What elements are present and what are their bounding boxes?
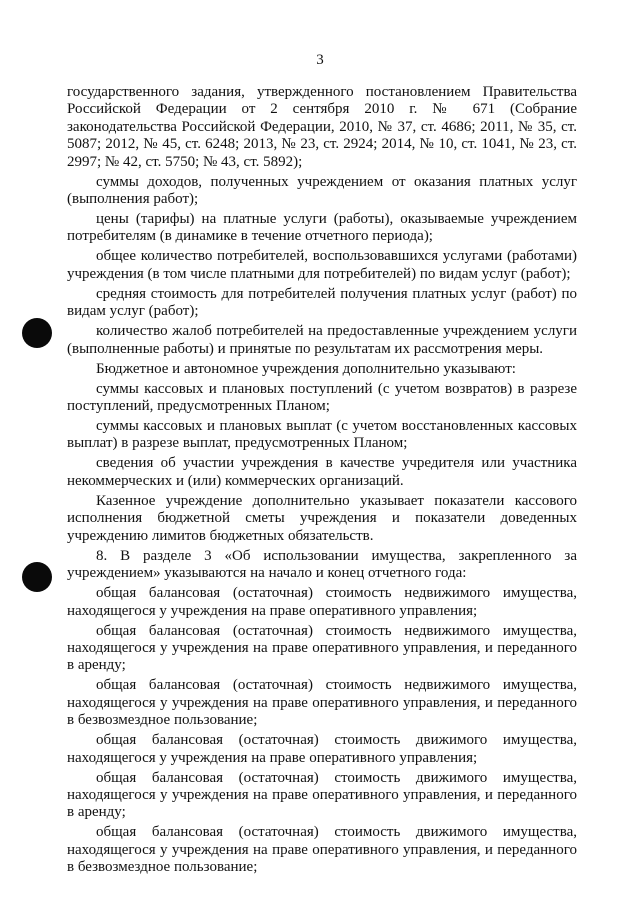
page-number: 3 (316, 52, 324, 68)
paragraph: общая балансовая (остаточная) стоимость движимого имущества, находящегося у учреждения на праве оперативного управления, и переданного в аренду; (67, 769, 577, 821)
paragraph: сведения об участии учреждения в качестве учредителя или участника некоммерческих и (или) коммерческих организаций. (67, 455, 577, 489)
paragraph: цены (тарифы) на платные услуги (работы), оказываемые учреждением потребителям (в динамике в течение отчетного периода); (67, 211, 577, 245)
paragraph: общая балансовая (остаточная) стоимость движимого имущества, находящегося у учреждения на праве оперативного управления; (67, 732, 577, 766)
paragraph: Бюджетное и автономное учреждения дополнительно указывают: (96, 360, 516, 377)
document-body (67, 84, 577, 879)
paragraph: средняя стоимость для потребителей получения платных услуг (работ) по видам услуг (работ); (67, 285, 577, 320)
paragraph: общая балансовая (остаточная) стоимость недвижимого имущества, находящегося у учреждения на праве оперативного управления, и переданного в аренду; (67, 622, 577, 674)
paragraph: суммы кассовых и плановых поступлений (с учетом возвратов) в разрезе поступлений, предусмотренных Планом; (67, 380, 577, 415)
paragraph: количество жалоб потребителей на предоставленные учреждением услуги (выполненные работы) и принятые по результатам их рассмотрения меры. (67, 323, 577, 357)
paragraph: государственного задания, утвержденного постановлением Правительства Российской Федерации от 2 сентября 2010 г. № 671 (Собрание законодательства Российской Федерации, 2010, № 37, ст. 4686; 2011, № 35, ст. 5087; 2012, № 45, ст. 6248; 2013, № 23, ст. 2924; 2014, № 10, ст. 1041, № 23, ст. 2997; № 42, ст. 5750; № 43, ст. 5892); (67, 84, 577, 170)
paragraph: Казенное учреждение дополнительно указывает показатели кассового исполнения бюджетной сметы учреждения и показатели доведенных учреждению лимитов бюджетных обязательств. (67, 492, 577, 544)
section-heading-paragraph: 8. В разделе 3 «Об использовании имущества, закрепленного за учреждением» указываются на начало и конец отчетного года: (67, 547, 577, 582)
paragraph: суммы кассовых и плановых выплат (с учетом восстановленных кассовых выплат) в разрезе выплат, предусмотренных Планом; (67, 418, 577, 452)
paragraph: общее количество потребителей, воспользовавшихся услугами (работами) учреждения (в том числе платными для потребителей) по видам услуг (работ); (67, 248, 577, 282)
paragraph: общая балансовая (остаточная) стоимость недвижимого имущества, находящегося у учреждения на праве оперативного управления, и переданного в безвозмездное пользование; (67, 677, 577, 729)
punch-hole-icon (22, 318, 52, 348)
punch-hole-icon (22, 562, 52, 592)
paragraph: общая балансовая (остаточная) стоимость движимого имущества, находящегося у учреждения на праве оперативного управления, и переданного в безвозмездное пользование; (67, 824, 577, 876)
paragraph: суммы доходов, полученных учреждением от оказания платных услуг (выполнения работ); (67, 173, 577, 208)
paragraph: общая балансовая (остаточная) стоимость недвижимого имущества, находящегося у учреждения на праве оперативного управления; (67, 585, 577, 619)
